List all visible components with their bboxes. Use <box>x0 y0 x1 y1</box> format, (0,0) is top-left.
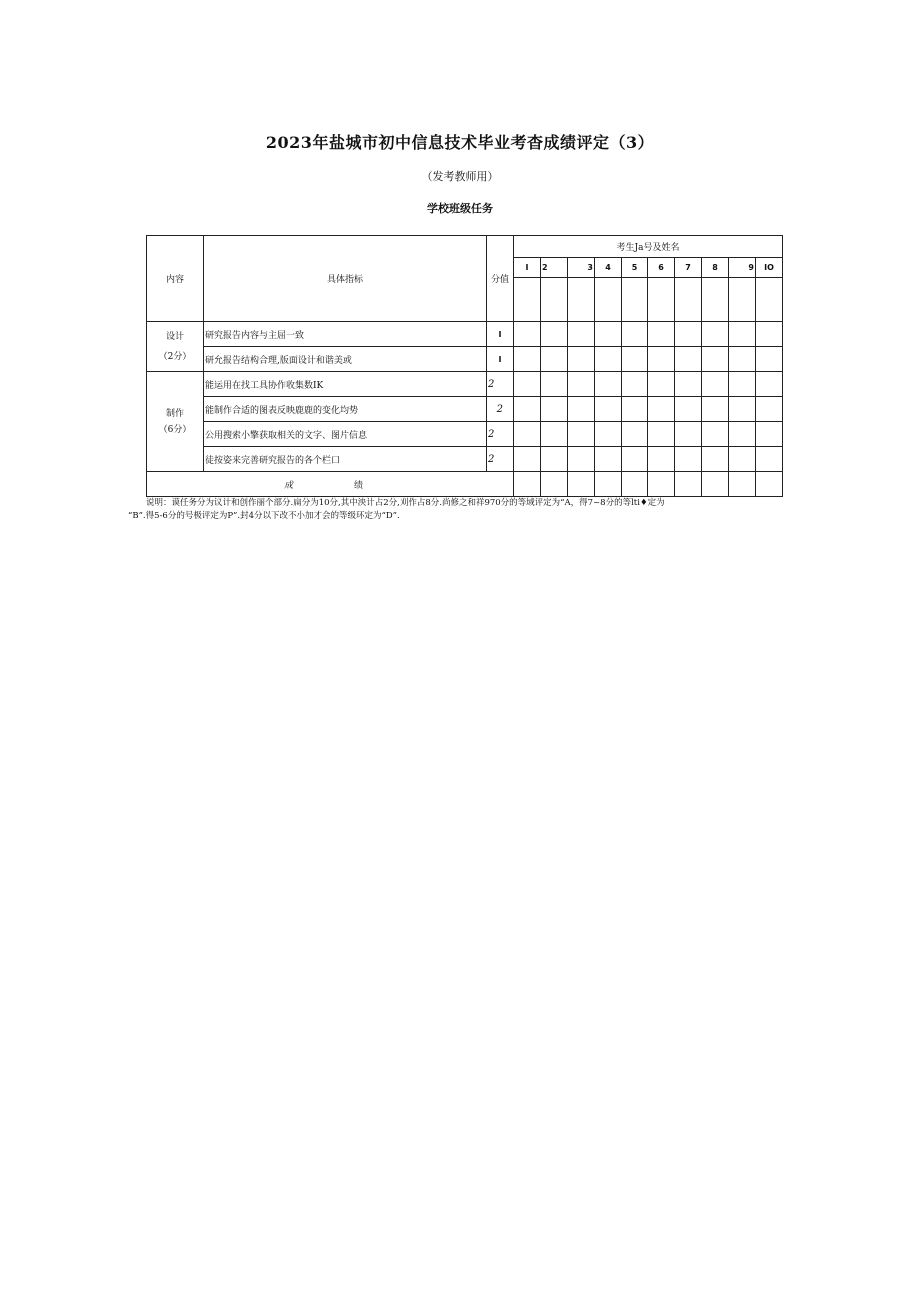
total-label-b: 绩 <box>353 480 363 491</box>
score-cell[interactable] <box>648 447 675 472</box>
score-cell[interactable] <box>675 397 702 422</box>
score-cell[interactable] <box>595 422 622 447</box>
score-cell[interactable] <box>648 322 675 347</box>
score-cell[interactable] <box>702 322 729 347</box>
school-class-task-line: 学校班级任务 <box>427 202 493 215</box>
score-cell[interactable] <box>756 422 783 447</box>
group-production-points: （6分） <box>158 424 192 435</box>
student-name-cell[interactable] <box>648 278 675 322</box>
score-cell[interactable] <box>514 322 541 347</box>
header-content-cell <box>147 236 204 322</box>
grading-note-line-2: “B”.得5-6分的号极评定为P”.封4分以下改不小加才会的等级环定为“D”. <box>128 511 400 521</box>
grading-note-line-1: 说明：谟任务分为议计和创作丽个部分.扁分为10分,其中泱计占2分,刈作占8分.尚修之和祥970分的等域评定为“A，得7~8分的等lti♦定为 <box>146 498 665 508</box>
indicator-score: 2 <box>487 422 514 447</box>
score-cell[interactable] <box>514 447 541 472</box>
score-cell[interactable] <box>568 322 595 347</box>
student-number-5: 5 <box>622 258 648 278</box>
score-cell[interactable] <box>622 347 648 372</box>
indicator-text: 能制作合适的图表反映鹿鹿的变化均势 <box>204 397 487 422</box>
score-cell[interactable] <box>514 347 541 372</box>
score-cell[interactable] <box>675 422 702 447</box>
student-number-1: I <box>514 258 541 278</box>
score-cell[interactable] <box>675 347 702 372</box>
header-students-cell <box>514 236 783 258</box>
score-cell[interactable] <box>702 347 729 372</box>
score-cell[interactable] <box>756 347 783 372</box>
score-cell[interactable] <box>568 397 595 422</box>
student-name-cell[interactable] <box>514 278 541 322</box>
total-cell[interactable] <box>541 472 568 497</box>
score-cell[interactable] <box>595 397 622 422</box>
indicator-score: I <box>487 322 514 347</box>
indicator-text: 公用搜索小擎获取相关的文字、图片信息 <box>204 422 487 447</box>
score-cell[interactable] <box>541 447 568 472</box>
score-cell[interactable] <box>568 372 595 397</box>
total-cell[interactable] <box>568 472 595 497</box>
score-cell[interactable] <box>595 347 622 372</box>
score-cell[interactable] <box>675 372 702 397</box>
score-cell[interactable] <box>622 372 648 397</box>
group-production-name: 制作 <box>165 408 184 419</box>
score-cell[interactable] <box>622 322 648 347</box>
student-name-cell[interactable] <box>595 278 622 322</box>
score-cell[interactable] <box>514 422 541 447</box>
indicator-text: 研究报告内容与主屈一致 <box>204 322 487 347</box>
group-design-points: （2分） <box>158 351 192 362</box>
student-number-6: 6 <box>648 258 675 278</box>
student-number-2: 2 <box>541 258 568 278</box>
score-cell[interactable] <box>729 397 756 422</box>
grading-note <box>128 497 768 523</box>
student-number-8: 8 <box>702 258 729 278</box>
score-cell[interactable] <box>729 372 756 397</box>
score-cell[interactable] <box>648 347 675 372</box>
indicator-score: 2 <box>487 447 514 472</box>
score-cell[interactable] <box>756 372 783 397</box>
score-cell[interactable] <box>648 422 675 447</box>
indicator-score: 2 <box>487 397 514 422</box>
header-score-cell <box>487 236 514 322</box>
score-cell[interactable] <box>702 422 729 447</box>
score-cell[interactable] <box>729 447 756 472</box>
score-cell[interactable] <box>648 397 675 422</box>
score-cell[interactable] <box>595 447 622 472</box>
group-production-cell <box>147 372 204 472</box>
header-indicator: 具体指标 <box>326 275 363 285</box>
score-cell[interactable] <box>648 372 675 397</box>
score-cell[interactable] <box>702 372 729 397</box>
total-cell[interactable] <box>702 472 729 497</box>
total-cell[interactable] <box>729 472 756 497</box>
score-cell[interactable] <box>595 372 622 397</box>
score-cell[interactable] <box>568 447 595 472</box>
total-cell[interactable] <box>675 472 702 497</box>
indicator-text: 研允报告结构合理,版面设计和谐美或 <box>204 347 487 372</box>
score-cell[interactable] <box>675 322 702 347</box>
header-indicator-cell <box>204 236 487 322</box>
score-cell[interactable] <box>729 422 756 447</box>
score-cell[interactable] <box>756 397 783 422</box>
total-cell[interactable] <box>756 472 783 497</box>
student-number-10: IO <box>756 258 783 278</box>
evaluation-table <box>146 235 783 497</box>
student-name-cell[interactable] <box>702 278 729 322</box>
score-cell[interactable] <box>622 397 648 422</box>
total-label-cell <box>147 472 514 497</box>
total-cell[interactable] <box>622 472 648 497</box>
document-title: 2023年盐城市初中信息技术毕业考杳成绩评定（3） <box>265 133 655 152</box>
total-label-a: 成 <box>283 480 293 491</box>
student-name-cell[interactable] <box>675 278 702 322</box>
score-cell[interactable] <box>541 422 568 447</box>
score-cell[interactable] <box>541 397 568 422</box>
score-cell[interactable] <box>595 322 622 347</box>
header-students: 考生Ja号及姓名 <box>616 243 680 253</box>
student-name-cell[interactable] <box>541 278 568 322</box>
indicator-score: I <box>487 347 514 372</box>
header-score: 分值 <box>490 275 509 285</box>
student-name-cell[interactable] <box>756 278 783 322</box>
score-cell[interactable] <box>541 347 568 372</box>
student-number-9: 9 <box>729 258 756 278</box>
total-cell[interactable] <box>648 472 675 497</box>
score-cell[interactable] <box>568 347 595 372</box>
score-cell[interactable] <box>702 397 729 422</box>
student-name-cell[interactable] <box>729 278 756 322</box>
score-cell[interactable] <box>729 347 756 372</box>
header-content: 内容 <box>165 275 184 285</box>
indicator-text: 能运用在找工具协作收集数IK <box>204 372 487 397</box>
student-number-7: 7 <box>675 258 702 278</box>
indicator-text: 徒按姿来完善研究报告的各个栏口 <box>204 447 487 472</box>
total-cell[interactable] <box>595 472 622 497</box>
score-cell[interactable] <box>541 372 568 397</box>
score-cell[interactable] <box>675 447 702 472</box>
score-cell[interactable] <box>541 322 568 347</box>
score-cell[interactable] <box>622 447 648 472</box>
student-name-cell[interactable] <box>568 278 595 322</box>
score-cell[interactable] <box>756 447 783 472</box>
group-design-cell <box>147 322 204 372</box>
student-name-cell[interactable] <box>622 278 648 322</box>
indicator-score: 2 <box>487 372 514 397</box>
document-subtitle: （发考教师用） <box>421 170 499 183</box>
score-cell[interactable] <box>756 322 783 347</box>
student-number-3: 3 <box>568 258 595 278</box>
score-cell[interactable] <box>514 397 541 422</box>
group-design-name: 设计 <box>165 331 184 342</box>
score-cell[interactable] <box>702 447 729 472</box>
total-cell[interactable] <box>514 472 541 497</box>
student-number-4: 4 <box>595 258 622 278</box>
score-cell[interactable] <box>568 422 595 447</box>
score-cell[interactable] <box>622 422 648 447</box>
score-cell[interactable] <box>514 372 541 397</box>
score-cell[interactable] <box>729 322 756 347</box>
